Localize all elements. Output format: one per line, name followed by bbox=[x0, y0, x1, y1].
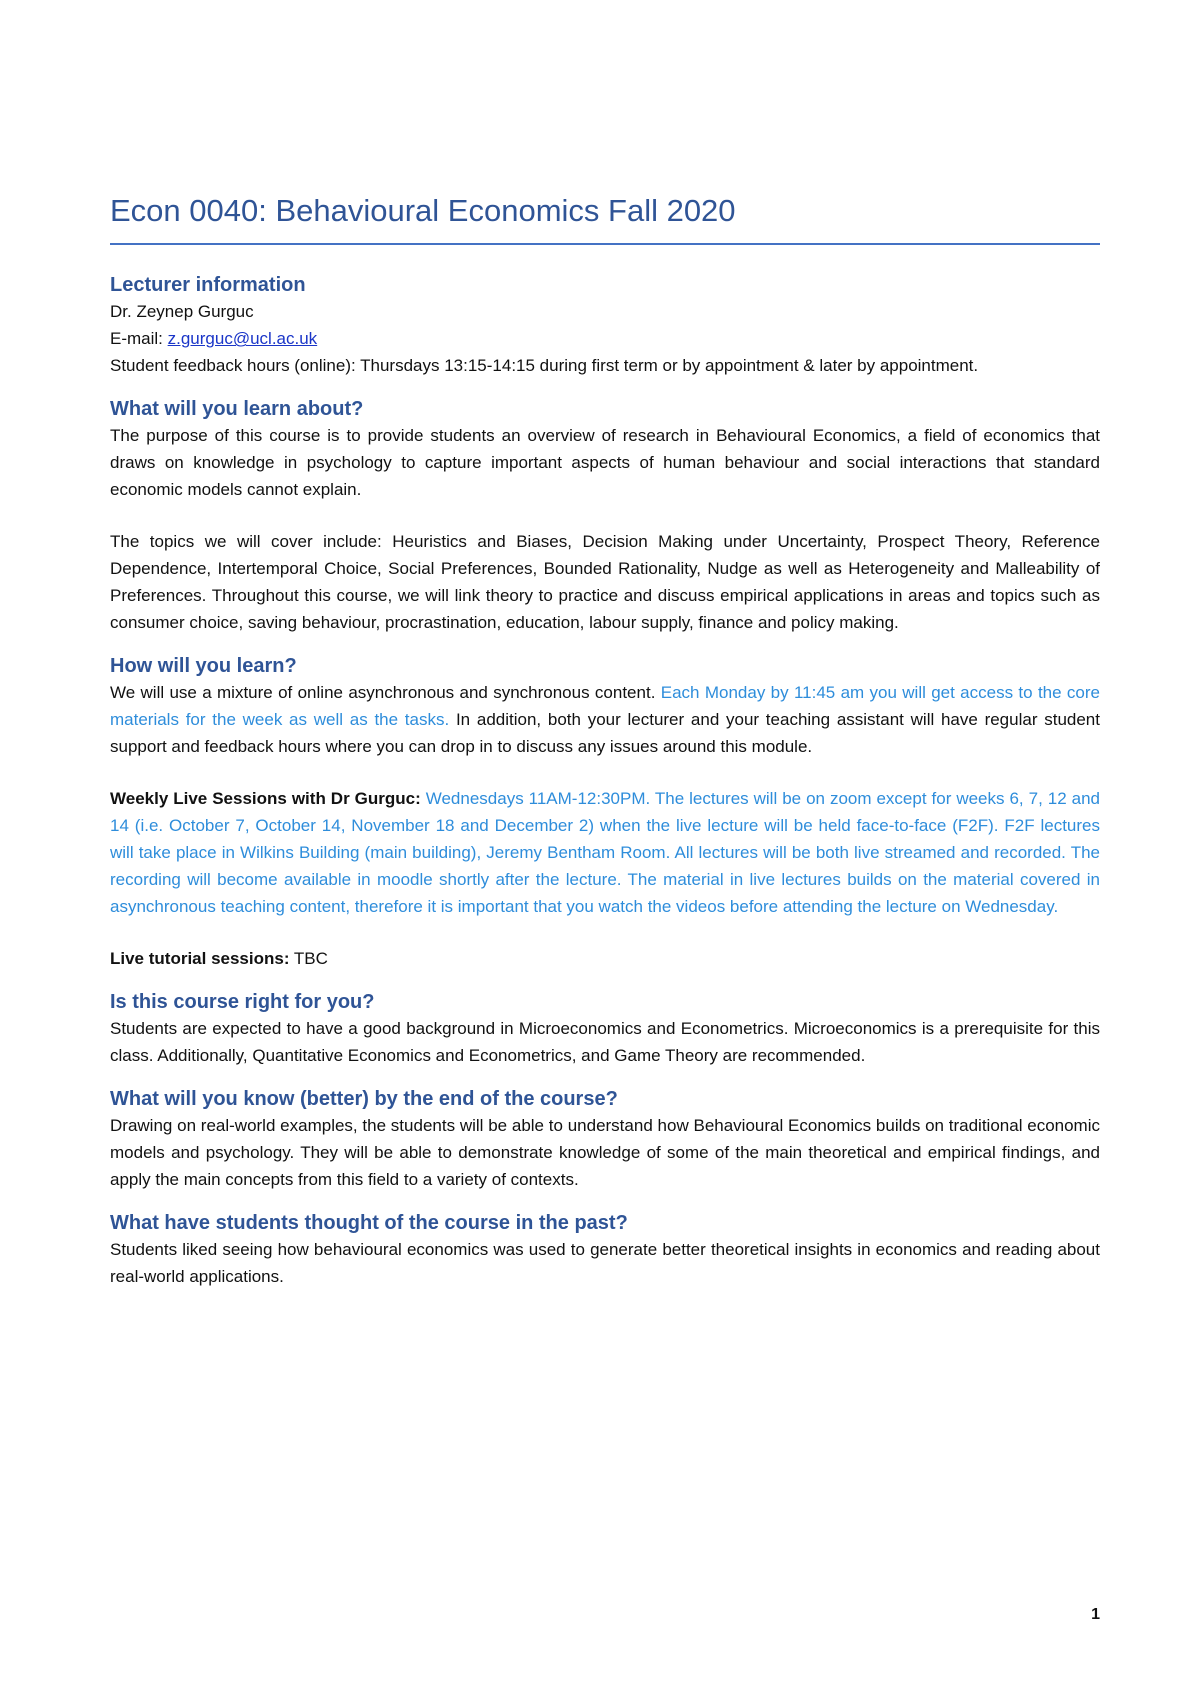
heading-how-will-you-learn: How will you learn? bbox=[110, 655, 297, 678]
section-how-will-you-learn bbox=[110, 654, 1100, 972]
lecturer-name: Dr. Zeynep Gurguc bbox=[110, 302, 254, 322]
heading-course-right-for-you: Is this course right for you? bbox=[110, 991, 375, 1014]
live-sessions-text: Wednesdays 11AM-12:30PM. The lectures will be on zoom except for weeks 6, 7, 12 and 14 (i.e. October 7, October 14, November 18 and December 2) when the live lecture will be held face-to-face (F2F). F2F lectures will take place in Wilkins Building (main building), Jeremy Bentham Room. All lectures will be both live streamed and recorded. The recording will become available in moodle shortly after the lecture. The material in live lectures builds on the material covered in asynchronous teaching content, therefore it is important that you watch the videos before attending the lecture on Wednesday. bbox=[110, 789, 1100, 917]
page-number: 1 bbox=[1091, 1606, 1100, 1623]
section-what-will-you-learn bbox=[110, 397, 1100, 636]
document-body bbox=[110, 192, 1100, 1290]
learn-about-paragraph-2: The topics we will cover include: Heuristics and Biases, Decision Making under Uncertainty, Prospect Theory, Reference Dependence, Intertemporal Choice, Social Preferences, Bounded Rationality, Nudge as well as Heterogeneity and Malleability of Preferences. Throughout this course, we will link theory to practice and discuss empirical applications in areas and topics such as consumer choice, saving behaviour, procrastination, education, labour supply, finance and policy making. bbox=[110, 532, 1100, 633]
section-lecturer-information bbox=[110, 273, 1100, 379]
tutorial-sessions-paragraph bbox=[110, 945, 1100, 972]
email-link[interactable]: z.gurguc@ucl.ac.uk bbox=[167, 329, 318, 349]
how-learn-paragraph bbox=[110, 679, 1100, 760]
feedback-hours: Student feedback hours (online): Thursdays 13:15-14:15 during first term or by appointment & later by appointment. bbox=[110, 356, 979, 376]
section-past-students bbox=[110, 1211, 1100, 1290]
document-title: Econ 0040: Behavioural Economics Fall 2020 bbox=[110, 192, 1100, 245]
heading-lecturer-information: Lecturer information bbox=[110, 274, 306, 297]
past-students-text: Students liked seeing how behavioural economics was used to generate better theoretical insights in economics and reading about real-world applications. bbox=[110, 1240, 1100, 1287]
how-learn-rest: In addition, both your lecturer and your teaching assistant will have regular student support and feedback hours where you can drop in to discuss any issues around this module. bbox=[110, 710, 1100, 757]
heading-past-students: What have students thought of the course in the past? bbox=[110, 1212, 628, 1235]
heading-what-will-you-learn: What will you learn about? bbox=[110, 398, 364, 421]
tutorial-sessions-label: Live tutorial sessions: bbox=[110, 949, 290, 969]
lecturer-email-line bbox=[110, 325, 1100, 352]
right-for-you-text: Students are expected to have a good background in Microeconomics and Econometrics. Microeconomics is a prerequisite for this class. Additionally, Quantitative Economics and Econometrics, and Game Theory are recommended. bbox=[110, 1019, 1100, 1066]
heading-what-will-you-know: What will you know (better) by the end of the course? bbox=[110, 1088, 618, 1111]
know-better-text: Drawing on real-world examples, the students will be able to understand how Behavioural Economics builds on traditional economic models and psychology. They will be able to demonstrate knowledge of some of the main theoretical and empirical findings, and apply the main concepts from this field to a variety of contexts. bbox=[110, 1116, 1100, 1190]
section-what-will-you-know bbox=[110, 1087, 1100, 1193]
tutorial-sessions-text: TBC bbox=[289, 949, 328, 969]
how-learn-highlight: Each Monday by 11:45 am you will get access to the core materials for the week as well as the tasks. bbox=[110, 683, 1100, 730]
live-sessions-paragraph bbox=[110, 785, 1100, 920]
how-learn-intro: We will use a mixture of online asynchronous and synchronous content. bbox=[110, 683, 661, 703]
email-label: E-mail: bbox=[110, 329, 168, 349]
learn-about-paragraph-1: The purpose of this course is to provide students an overview of research in Behavioural Economics, a field of economics that draws on knowledge in psychology to capture important aspects of human behaviour and social interactions that standard economic models cannot explain. bbox=[110, 426, 1100, 500]
live-sessions-label: Weekly Live Sessions with Dr Gurguc: bbox=[110, 789, 421, 809]
section-course-right-for-you bbox=[110, 990, 1100, 1069]
